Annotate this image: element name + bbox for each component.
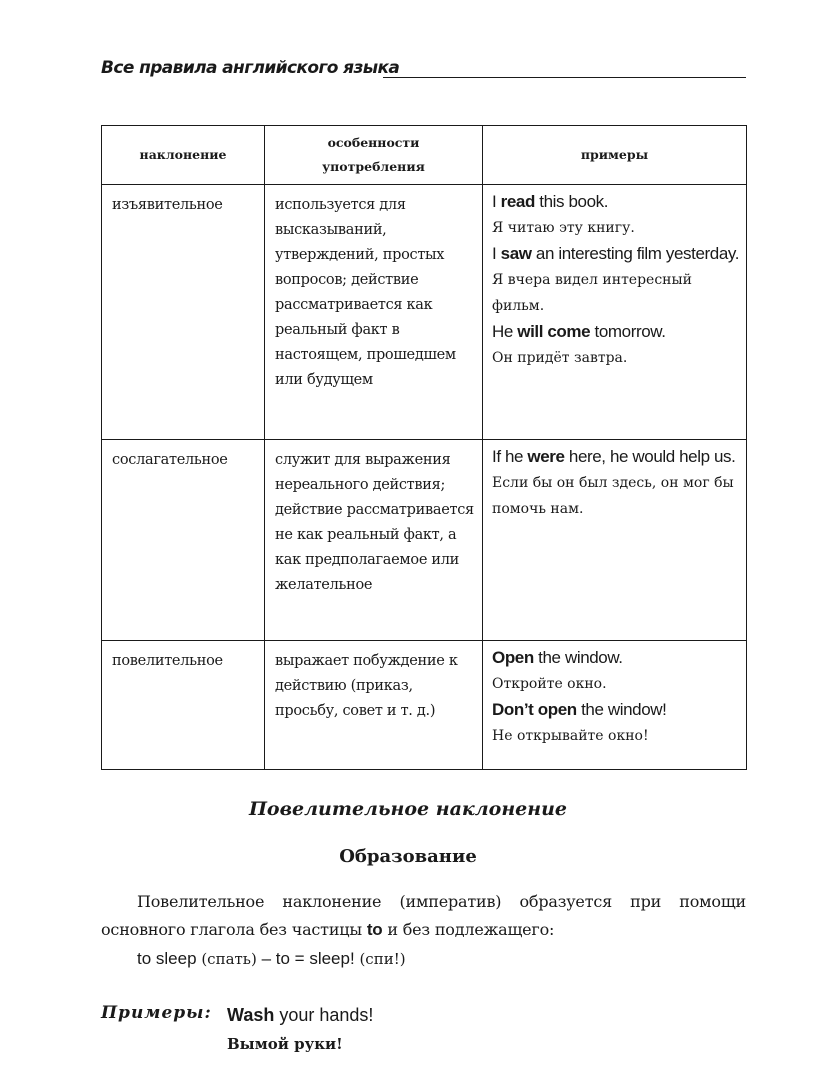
example-ru: Вымой руки! xyxy=(227,1035,343,1053)
example-pre: If he xyxy=(492,447,528,466)
example-en xyxy=(492,645,740,671)
running-header xyxy=(101,58,746,82)
example-post: tomorrow. xyxy=(590,322,666,341)
example-en xyxy=(492,444,740,470)
example-rest: your hands! xyxy=(274,1005,374,1025)
formula-imperative: – to = sleep! xyxy=(261,949,355,968)
usage-cell: служит для выражения нереального действия; действие рассматривается не как реальный факт, а как предполагаемое или желательное xyxy=(265,440,483,641)
paragraph-text-before: Повелительное наклонение (императив) образуется при помощи основного глагола без частицы xyxy=(101,892,746,939)
moods-table xyxy=(101,125,747,770)
example-verb: read xyxy=(500,192,535,211)
usage-cell: выражает побуждение к действию (приказ, просьбу, совет и т. д.) xyxy=(265,641,483,770)
section-title: Повелительное наклонение xyxy=(248,798,568,820)
example-verb: Wash xyxy=(227,1005,275,1025)
examples-cell xyxy=(483,641,747,770)
example-ru: Если бы он был здесь, он мог бы помочь нам. xyxy=(492,475,734,517)
formula-infinitive: to sleep xyxy=(137,949,197,968)
mood-cell: повелительное xyxy=(102,641,265,770)
mood-cell: сослагательное xyxy=(102,440,265,641)
paragraph-keyword: to xyxy=(366,920,383,939)
example-ru: Откройте окно. xyxy=(492,676,607,692)
example-en xyxy=(492,189,740,215)
column-header-usage-text: особенности употребления xyxy=(322,135,425,174)
mood-cell: изъявительное xyxy=(102,185,265,440)
example-verb: Don’t open xyxy=(492,700,577,719)
example-en xyxy=(227,1000,727,1030)
table-row xyxy=(102,185,747,440)
example-post: here, he would help us. xyxy=(564,447,736,466)
example-verb: will come xyxy=(517,322,591,341)
example-en xyxy=(492,319,740,345)
examples-cell xyxy=(483,185,747,440)
running-header-title: Все правила английского языка xyxy=(101,58,400,78)
column-header-mood: наклонение xyxy=(102,126,265,185)
header-rule xyxy=(383,77,746,78)
formula-translation-1: (спать) xyxy=(196,950,262,968)
example-ru: Я читаю эту книгу. xyxy=(492,220,635,236)
example-verb: Open xyxy=(492,648,534,667)
example-en xyxy=(492,697,740,723)
column-header-usage xyxy=(265,126,483,185)
example-pre: I xyxy=(492,192,501,211)
examples-label: Примеры: xyxy=(101,1003,212,1023)
subsection-title: Образование xyxy=(339,846,477,867)
example-post: this book. xyxy=(534,192,609,211)
body-paragraph xyxy=(101,888,746,944)
usage-cell: используется для высказываний, утверждений, простых вопросов; действие рассматривается как реальный факт в настоящем, прошедшем или будущем xyxy=(265,185,483,440)
example-ru: Я вчера видел интересный фильм. xyxy=(492,272,692,314)
table-row xyxy=(102,440,747,641)
example-post: an interesting film yesterday. xyxy=(531,244,740,263)
formula-translation-2: (спи!) xyxy=(354,950,406,968)
paragraph-text-after: и без подлежащего: xyxy=(382,920,555,939)
example-verb: were xyxy=(527,447,565,466)
example-ru: Не открывайте окно! xyxy=(492,728,649,744)
column-header-examples: примеры xyxy=(483,126,747,185)
example-pre: He xyxy=(492,322,518,341)
formula-line xyxy=(137,946,406,972)
examples-cell xyxy=(483,440,747,641)
example-en xyxy=(492,241,740,267)
example-pre: I xyxy=(492,244,501,263)
example-verb: saw xyxy=(500,244,532,263)
example-ru: Он придёт завтра. xyxy=(492,350,628,366)
table-header-row xyxy=(102,126,747,185)
examples-block xyxy=(227,1000,727,1058)
example-post: the window. xyxy=(533,648,623,667)
example-post: the window! xyxy=(576,700,667,719)
table-row xyxy=(102,641,747,770)
